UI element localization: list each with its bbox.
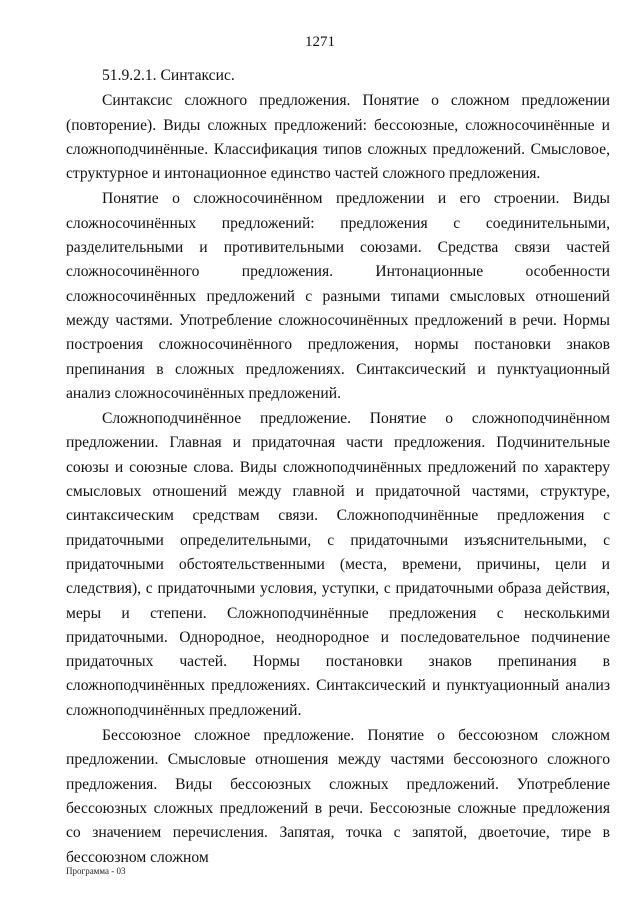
paragraph-asyndetic-sentence: Бессоюзное сложное предложение. Понятие о бессоюзном сложном предложении. Смысловые отношения между частями бессоюзного сложного предложения. Виды бессоюзных сложных предложений. Употребление бессоюзных сложных предложений в речи. Бессоюзные сложные предложения со значением перечисления. Запятая, точка с запятой, двоеточие, тире в бессоюзном сложном [66,727,610,866]
page-number: 1271 [305,34,335,50]
paragraph-compound-sentence: Понятие о сложносочинённом предложении и его строении. Виды сложносочинённых предложений: предложения с соединительными, разделительными и противительными союзами. Средства связи частей сложносочинённого предложения. Интонационные особенности сложносочинённых предложений с разными типами смысловых отношений между частями. Употребление сложносочинённых предложений в речи. Нормы построения сложносочинённого предложения, нормы постановки знаков препинания в сложных предложениях. Синтаксический и пунктуационный анализ сложносочинённых предложений. [66,190,610,402]
section-heading: 51.9.2.1. Синтаксис. [102,67,235,84]
page-content [66,64,610,871]
paragraph-complex-sentence-syntax: Синтаксис сложного предложения. Понятие о сложном предложении (повторение). Виды сложных предложений: бессоюзные, сложносочинённые и сложноподчинённые. Классификация типов сложных предложений. Смысловое, структурное и интонационное единство частей сложного предложения. [66,92,610,183]
footer-label: Программа - 03 [66,866,126,876]
paragraph-complex-subordinate-sentence: Сложноподчинённое предложение. Понятие о сложноподчинённом предложении. Главная и придаточная части предложения. Подчинительные союзы и союзные слова. Виды сложноподчинённых предложений по характеру смысловых отношений между главной и придаточной частями, структуре, синтаксическим средствам связи. Сложноподчинённые предложения с придаточными определительными, с придаточными изъяснительными, с придаточными обстоятельственными (места, времени, причины, цели и следствия), с придаточными условия, уступки, с придаточными образа действия, меры и степени. Сложноподчинённые предложения с несколькими придаточными. Однородное, неоднородное и последовательное подчинение придаточных частей. Нормы постановки знаков препинания в сложноподчинённых предложениях. Синтаксический и пунктуационный анализ сложноподчинённых предложений. [66,410,610,719]
